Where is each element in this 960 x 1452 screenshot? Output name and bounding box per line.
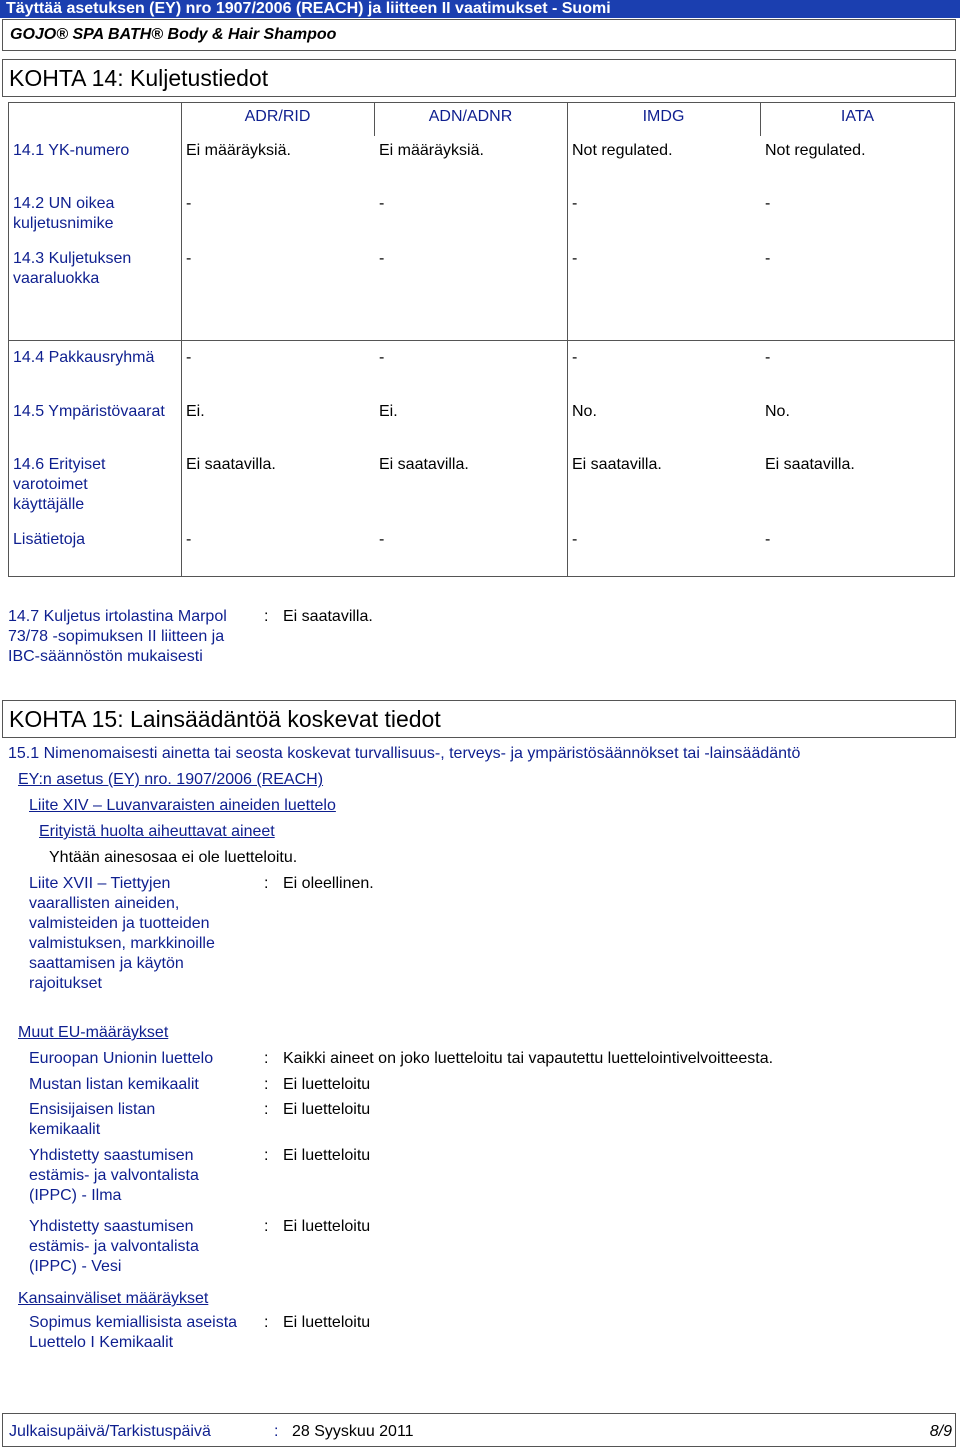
transport-cell: Not regulated. [765, 142, 866, 159]
column-header-imdg: IMDG [642, 108, 685, 125]
colon: : [264, 875, 269, 892]
transport-cell: - [186, 531, 192, 548]
product-name: GOJO® SPA BATH® Body & Hair Shampoo [2, 19, 956, 51]
transport-cell: - [186, 195, 192, 212]
bulk-transport-label: 14.7 Kuljetus irtolastina Marpol 73/78 -sopimuksen II liitteen ja IBC-säännöstön mukaisesti [8, 608, 227, 665]
transport-cell: Ei. [186, 403, 205, 420]
reach-heading: EY:n asetus (EY) nro. 1907/2006 (REACH) [18, 771, 324, 788]
transport-cell: - [379, 250, 385, 267]
regulation-label: Mustan listan kemikaalit [29, 1076, 199, 1093]
column-header-adn: ADN/ADNR [428, 108, 513, 125]
regulation-value: Kaikki aineet on joko luetteloitu tai vapautettu luettelointivelvoitteesta. [283, 1050, 774, 1067]
colon: : [264, 1050, 269, 1067]
transport-cell: - [186, 349, 192, 366]
annex-xvii-label: Liite XVII – Tiettyjen vaarallisten aineiden, valmisteiden ja tuotteiden valmistuksen, markkinoille saattamisen ja käytön rajoitukset [29, 875, 215, 992]
regulation-label: Ensisijaisen listan kemikaalit [29, 1101, 156, 1138]
transport-cell: Ei saatavilla. [572, 456, 662, 473]
regulation-value: Ei luetteloitu [283, 1076, 371, 1093]
transport-cell: No. [572, 403, 597, 420]
transport-row-label: Lisätietoja [13, 531, 86, 548]
document-title-bar: Täyttää asetuksen (EY) nro 1907/2006 (REACH) ja liitteen II vaatimukset - Suomi [0, 0, 960, 18]
table-divider [8, 340, 955, 341]
transport-row-label: 14.4 Pakkausryhmä [13, 349, 155, 366]
footer-date: 28 Syyskuu 2011 [292, 1423, 414, 1440]
regulation-label: Sopimus kemiallisista aseista Luettelo I Kemikaalit [29, 1314, 238, 1351]
bulk-transport-value: Ei saatavilla. [283, 608, 373, 625]
transport-row-label: 14.6 Erityiset varotoimet käyttäjälle [13, 456, 106, 513]
svhc-value: Yhtään ainesosaa ei ole luetteloitu. [49, 849, 298, 866]
regulation-value: Ei luetteloitu [283, 1147, 371, 1164]
colon: : [264, 1101, 269, 1118]
transport-cell: - [765, 531, 771, 548]
transport-cell: - [765, 195, 771, 212]
international-heading: Kansainväliset määräykset [18, 1290, 209, 1307]
regulation-label: Yhdistetty saastumisen estämis- ja valvontalista (IPPC) - Vesi [29, 1218, 199, 1275]
annex-xiv-heading: Liite XIV – Luvanvaraisten aineiden luettelo [29, 797, 336, 814]
section-14-heading: KOHTA 14: Kuljetustiedot [2, 59, 956, 97]
transport-cell: Ei saatavilla. [765, 456, 855, 473]
page-number: 8/9 [929, 1423, 952, 1440]
regulation-value: Ei luetteloitu [283, 1218, 371, 1235]
transport-cell: - [379, 195, 385, 212]
transport-cell: - [572, 195, 578, 212]
transport-cell: - [765, 250, 771, 267]
colon: : [264, 1076, 269, 1093]
transport-cell: No. [765, 403, 790, 420]
transport-row-label: 14.1 YK-numero [13, 142, 130, 159]
other-eu-heading: Muut EU-määräykset [18, 1024, 169, 1041]
transport-cell: - [572, 349, 578, 366]
colon: : [264, 1314, 269, 1331]
regulation-label: Euroopan Unionin luettelo [29, 1050, 214, 1067]
transport-cell: - [572, 531, 578, 548]
transport-cell: - [379, 349, 385, 366]
column-header-iata: IATA [840, 108, 875, 125]
transport-row-label: 14.2 UN oikea kuljetusnimike [13, 195, 115, 232]
transport-cell: Ei saatavilla. [186, 456, 276, 473]
colon: : [264, 608, 269, 625]
transport-cell: - [186, 250, 192, 267]
transport-cell: Ei. [379, 403, 398, 420]
transport-row-label: 14.3 Kuljetuksen vaaraluokka [13, 250, 132, 287]
transport-cell: - [572, 250, 578, 267]
transport-cell: Ei saatavilla. [379, 456, 469, 473]
transport-row-label: 14.5 Ympäristövaarat [13, 403, 165, 420]
transport-cell: Ei määräyksiä. [186, 142, 291, 159]
regulation-label: Yhdistetty saastumisen estämis- ja valvontalista (IPPC) - Ilma [29, 1147, 199, 1204]
regulation-value: Ei luetteloitu [283, 1101, 371, 1118]
section-15-1-heading: 15.1 Nimenomaisesti ainetta tai seosta koskevat turvallisuus-, terveys- ja ympäristösäännökset tai -lainsäädäntö [8, 745, 801, 762]
section-15-heading: KOHTA 15: Lainsäädäntöä koskevat tiedot [2, 700, 956, 738]
colon: : [264, 1147, 269, 1164]
footer-date-label: Julkaisupäivä/Tarkistuspäivä [9, 1423, 211, 1440]
transport-cell: Not regulated. [572, 142, 673, 159]
colon: : [274, 1423, 279, 1440]
regulation-value: Ei luetteloitu [283, 1314, 371, 1331]
svhc-heading: Erityistä huolta aiheuttavat aineet [39, 823, 275, 840]
annex-xvii-value: Ei oleellinen. [283, 875, 374, 892]
transport-cell: - [379, 531, 385, 548]
colon: : [264, 1218, 269, 1235]
transport-cell: - [765, 349, 771, 366]
column-header-adr: ADR/RID [244, 108, 311, 125]
transport-cell: Ei määräyksiä. [379, 142, 484, 159]
